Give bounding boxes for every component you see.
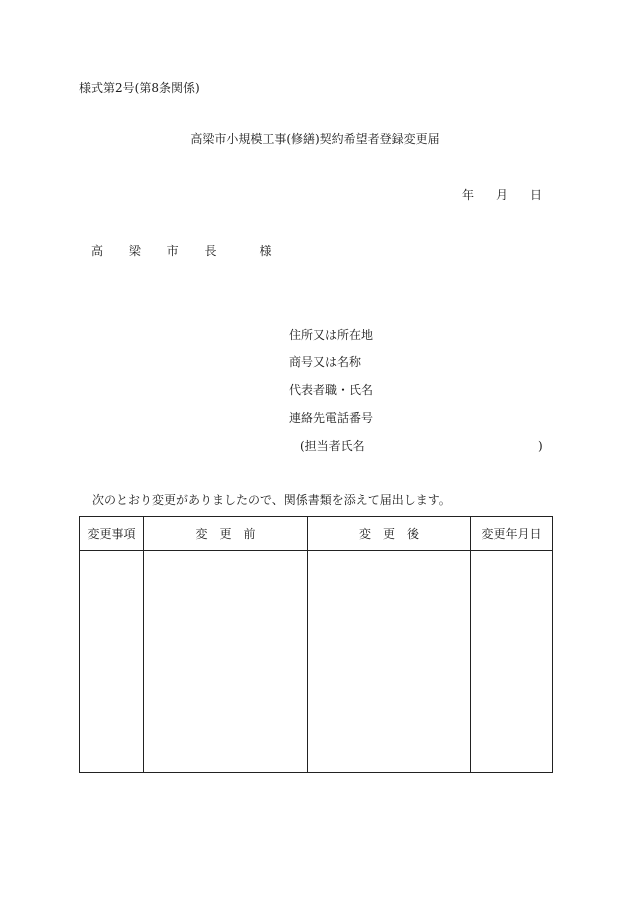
date-year-label: 年 xyxy=(462,188,475,202)
cell-change-item[interactable] xyxy=(80,551,144,773)
cell-change-date[interactable] xyxy=(471,551,553,773)
date-month-label: 月 xyxy=(496,188,509,202)
addressee-honorific: 様 xyxy=(259,244,272,258)
applicant-address-label: 住所又は所在地 xyxy=(289,328,374,342)
date-day-label: 日 xyxy=(530,188,543,202)
cell-after[interactable] xyxy=(308,551,471,773)
form-number: 様式第2号(第8条関係) xyxy=(79,81,200,95)
column-header-change-date: 変更年月日 xyxy=(471,517,553,551)
column-header-change-item: 変更事項 xyxy=(80,517,144,551)
cell-before[interactable] xyxy=(144,551,308,773)
addressee xyxy=(91,245,271,257)
statement-text: 次のとおり変更がありましたので、関係書類を添えて届出します。 xyxy=(92,493,451,507)
table-row xyxy=(80,551,553,773)
applicant-phone-label: 連絡先電話番号 xyxy=(289,411,374,425)
applicant-trade-name-label: 商号又は名称 xyxy=(289,355,362,369)
applicant-representative-label: 代表者職・氏名 xyxy=(289,383,374,397)
applicant-contact-label: (担当者氏名 xyxy=(300,439,365,453)
document-title: 高梁市小規模工事(修繕)契約希望者登録変更届 xyxy=(190,132,440,146)
addressee-name: 高 梁 市 長 xyxy=(91,244,228,258)
table-header-row xyxy=(80,517,553,551)
applicant-contact-close-paren: ) xyxy=(538,439,543,453)
change-table xyxy=(79,516,553,773)
date-line xyxy=(462,189,542,201)
column-header-after: 変更後 xyxy=(308,517,471,551)
column-header-before: 変更前 xyxy=(144,517,308,551)
